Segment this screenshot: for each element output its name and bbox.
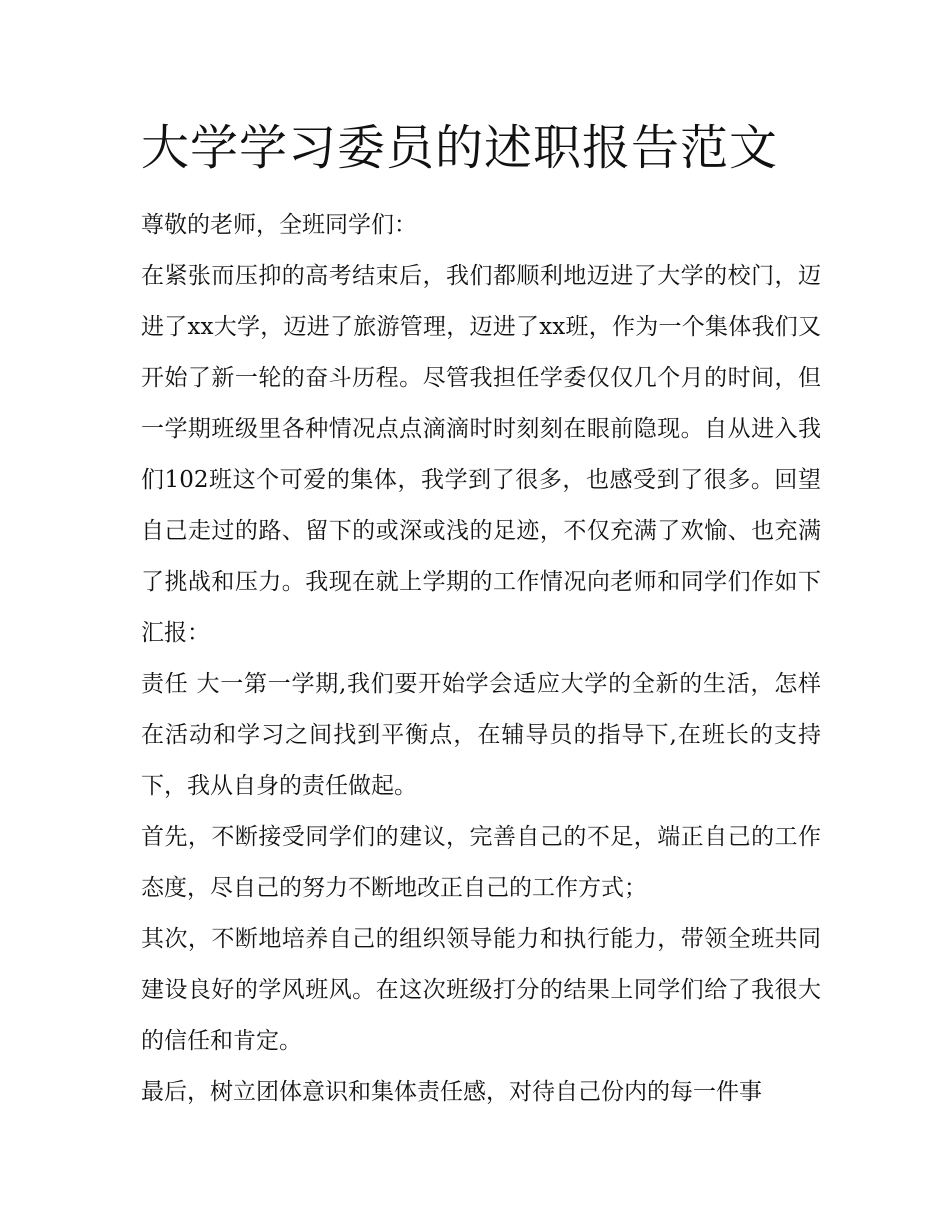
paragraph-second: 其次，不断地培养自己的组织领导能力和执行能力，带领全班共同建设良好的学风班风。在这次班级打分的结果上同学们给了我很大的信任和肯定。 — [141, 926, 821, 1054]
document-title: 大学学习委员的述职报告范文 — [141, 120, 779, 176]
paragraph-responsibility: 责任 大一第一学期,我们要开始学会适应大学的全新的生活，怎样在活动和学习之间找到平衡点，在辅导员的指导下,在班长的支持下，我从自身的责任做起。 — [141, 671, 821, 799]
paragraph-first: 首先，不断接受同学们的建议，完善自己的不足，端正自己的工作态度，尽自己的努力不断地改正自己的工作方式； — [141, 824, 821, 901]
paragraph-intro: 在紧张而压抑的高考结束后，我们都顺利地迈进了大学的校门，迈进了xx大学，迈进了旅游管理，迈进了xx班，作为一个集体我们又开始了新一轮的奋斗历程。尽管我担任学委仅仅几个月的时间，但一学期班级里各种情况点点滴滴时时刻刻在眼前隐现。自从进入我们102班这个可爱的集体，我学到了很多，也感受到了很多。回望自己走过的路、留下的或深或浅的足迹，不仅充满了欢愉、也充满了挑战和压力。我现在就上学期的工作情况向老师和同学们作如下汇报： — [141, 263, 821, 646]
document-body — [141, 112, 821, 1118]
greeting-line: 尊敬的老师，全班同学们： — [141, 212, 417, 238]
paragraph-last: 最后，树立团体意识和集体责任感，对待自己份内的每一件事 — [141, 1079, 762, 1105]
